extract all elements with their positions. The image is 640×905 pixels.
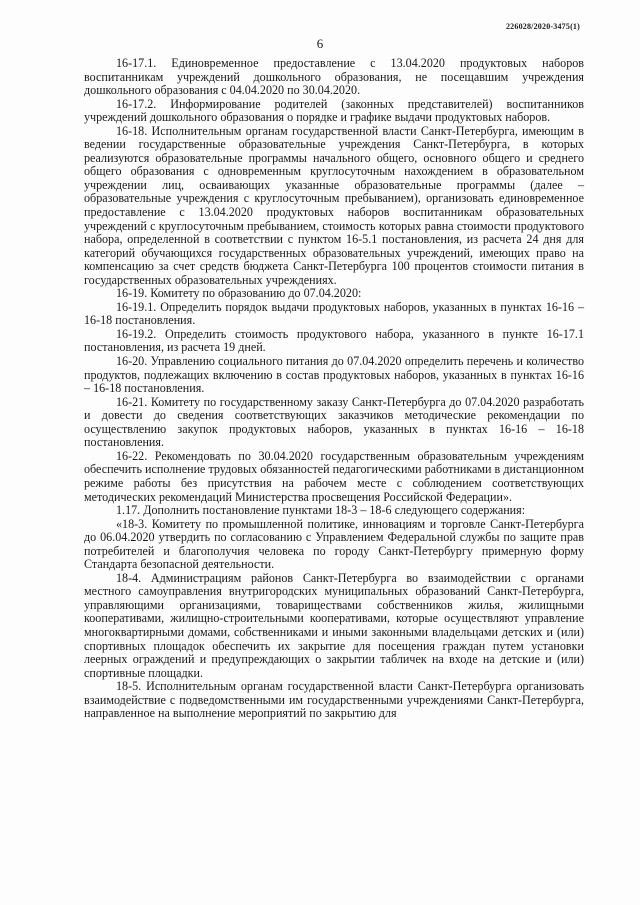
paragraph-16-19-2: 16-19.2. Определить стоимость продуктового набора, указанного в пункте 16-17.1 постановления, из расчета 19 дней.: [84, 326, 584, 355]
paragraph-16-19: 16-19. Комитету по образованию до 07.04.2020:: [116, 286, 362, 301]
paragraph-16-18: 16-18. Исполнительным органам государственной власти Санкт-Петербурга, имеющим в ведении государственные образовательные учреждения Санкт-Петербурга, в которых реализуются образовательные программы начального общего, основного общего и среднего общего образования с одновременным круглосуточным нахождением в образовательном учреждении лиц, осваивающих указанные образовательные программы (далее – образовательные учреждения с круглосуточным пребыванием), организовать единовременное предоставление с 13.04.2020 продуктовых наборов воспитанникам образовательных учреждений с круглосуточным пребыванием, стоимость которых равна стоимости продуктового набора, определенной в соответствии с пунктом 16-5.1 постановления, из расчета 24 дня для категорий обучающихся государственных образовательных учреждений, имеющих право на компенсацию за счет средств бюджета Санкт-Петербурга 100 процентов стоимости питания в государственных образовательных учреждениях.: [84, 123, 584, 287]
paragraph-16-19-1: 16-19.1. Определить порядок выдачи продуктовых наборов, указанных в пунктах 16-16 – 16-18 постановления.: [84, 299, 584, 328]
document-id: 226028/2020-3475(1): [505, 22, 580, 31]
paragraph-16-20: 16-20. Управлению социального питания до 07.04.2020 определить перечень и количество продуктов, подлежащих включению в состав продуктовых наборов, указанных в пунктах 16-16 – 16-18 постановления.: [84, 354, 584, 396]
document-body: [84, 57, 584, 721]
paragraph-16-17-2: 16-17.2. Информирование родителей (законных представителей) воспитанников учреждений дошкольного образования о порядке и графике выдачи продуктовых наборов.: [84, 96, 584, 125]
paragraph-18-3: «18-3. Комитету по промышленной политике, инновациям и торговле Санкт-Петербурга до 06.04.2020 утвердить по согласованию с Управлением Федеральной службы по защите прав потребителей и благополучия человека по городу Санкт-Петербургу примерную форму Стандарта безопасной деятельности.: [84, 516, 584, 572]
paragraph-16-22: 16-22. Рекомендовать по 30.04.2020 государственным образовательным учреждениям обеспечить исполнение трудовых обязанностей педагогическими работниками в дистанционном режиме работы без присутствия на рабочем месте с соблюдением соответствующих методических рекомендаций Министерства просвещения Российской Федерации».: [84, 448, 584, 504]
paragraph-18-4: 18-4. Администрациям районов Санкт-Петербурга во взаимодействии с органами местного самоуправления внутригородских муниципальных образований Санкт-Петербурга, управляющими организациями, товариществами собственников жилья, жилищными кооперативами, жилищно-строительными кооперативами, которые осуществляют управление многоквартирными домами, собственниками и иными законными владельцами детских и (или) спортивных площадок обеспечить их закрытие для посещения граждан путем установки леерных ограждений и предупреждающих о закрытии табличек на входе на детские и (или) спортивные площадки.: [84, 570, 584, 680]
paragraph-16-17-1: 16-17.1. Единовременное предоставление с 13.04.2020 продуктовых наборов воспитанникам учреждений дошкольного образования, не посещавшим учреждения дошкольного образования с 04.04.2020 по 30.04.2020.: [84, 56, 584, 98]
paragraph-16-21: 16-21. Комитету по государственному заказу Санкт-Петербурга до 07.04.2020 разработать и довести до сведения соответствующих заказчиков методические рекомендации по осуществлению закупок продуктовых наборов, указанных в пунктах 16-16 – 16-18 постановления.: [84, 394, 584, 450]
paragraph-18-5: 18-5. Исполнительным органам государственной власти Санкт-Петербурга организовать взаимодействие с подведомственными им государственными учреждениями Санкт-Петербурга, направленное на выполнение мероприятий по закрытию для: [84, 679, 584, 721]
paragraph-1-17: 1.17. Дополнить постановление пунктами 18-3 – 18-6 следующего содержания:: [116, 503, 526, 518]
page-number: 6: [316, 36, 324, 51]
